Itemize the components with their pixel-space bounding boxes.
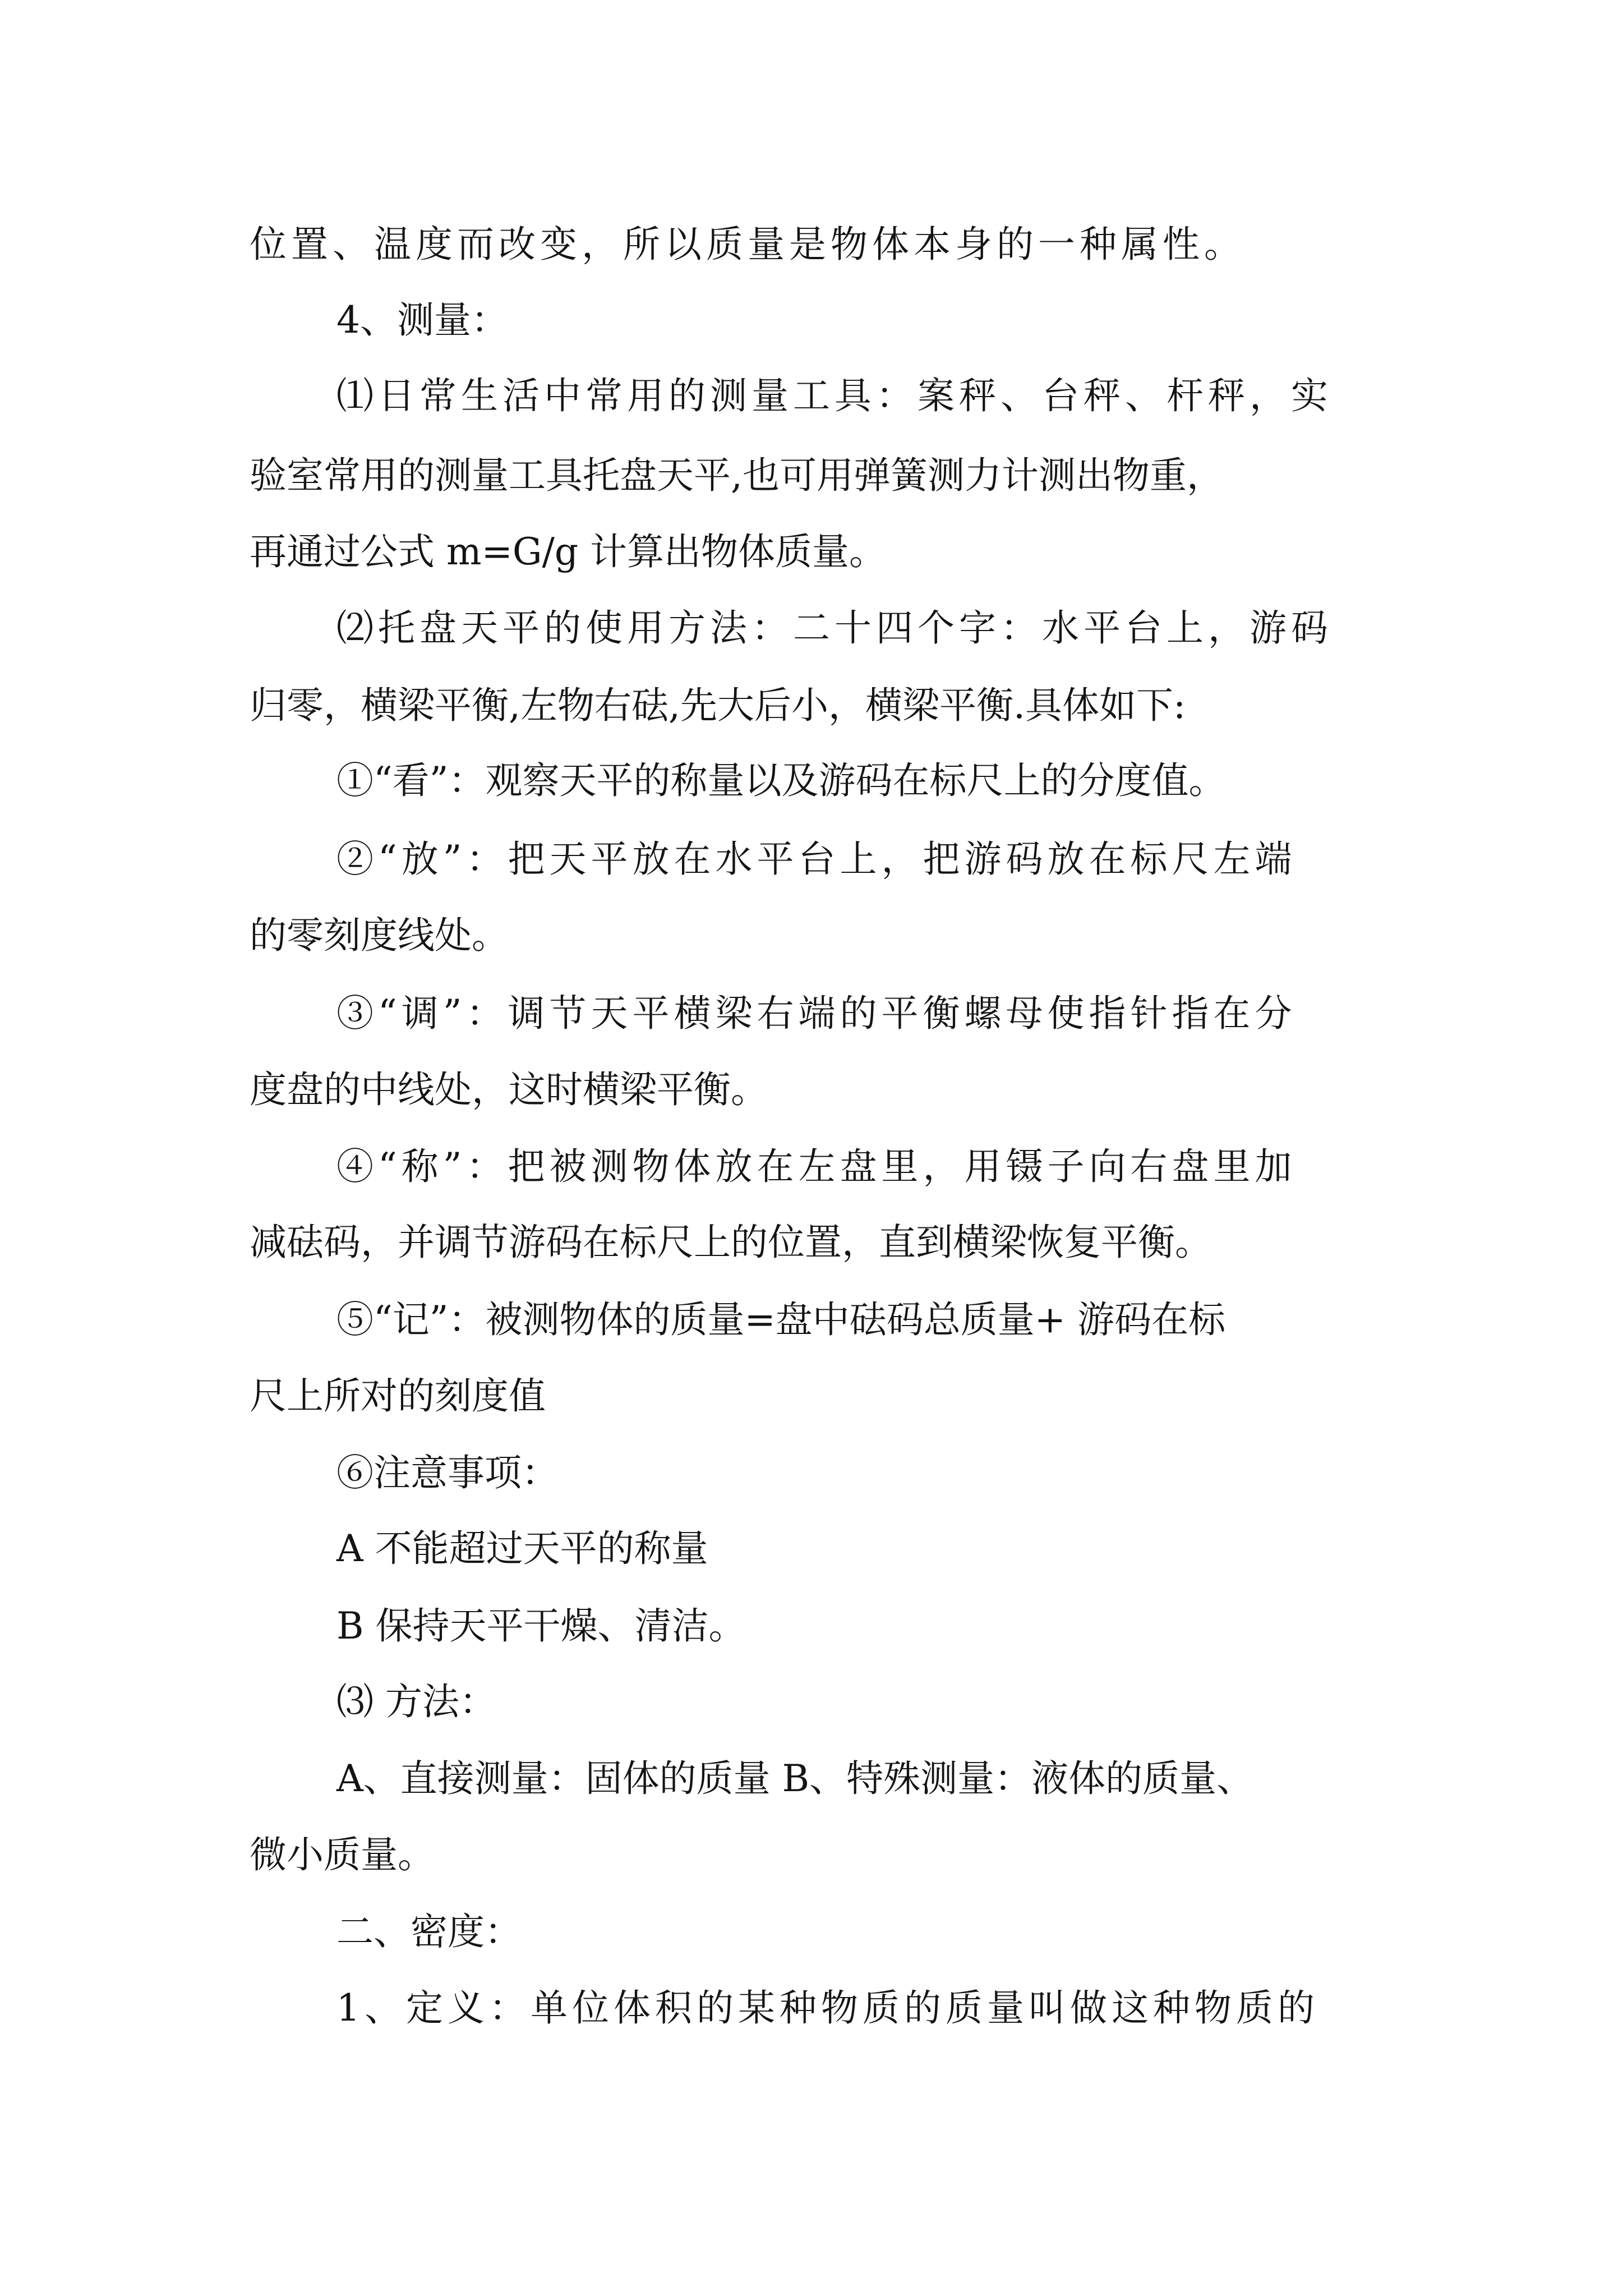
text-line: B 保持天平干燥、清洁。 [336,1604,746,1648]
text-line: 1、定义：单位体积的某种物质的质量叫做这种物质的 [336,1986,1319,2030]
text-line: 位置、温度而改变，所以质量是物体本身的一种属性。 [250,223,1246,266]
text-line: 验室常用的测量工具托盘天平,也可用弹簧测力计测出物重， [250,454,1224,497]
text-line: ⑴日常生活中常用的测量工具：案秤、台秤、杆秤，实 [336,374,1332,417]
text-line: A、直接测量：固体的质量 B、特殊测量：液体的质量、 [336,1757,1254,1800]
text-line: 度盘的中线处，这时横梁平衡。 [250,1068,768,1111]
text-line: 归零，横梁平衡,左物右砝,先大后小，横梁平衡.具体如下: [250,684,1186,727]
text-line: 二、密度： [336,1910,522,1953]
text-line: A 不能超过天平的称量 [336,1527,708,1570]
text-line: ④“称”：把被测物体放在左盘里，用镊子向右盘里加 [336,1145,1297,1188]
text-line: 减砝码，并调节游码在标尺上的位置，直到横梁恢复平衡。 [250,1221,1212,1264]
text-line: ⑶ 方法： [336,1680,496,1723]
text-line: ⑵托盘天平的使用方法：二十四个字：水平台上，游码 [336,606,1332,650]
text-line: ⑥注意事项： [336,1451,559,1494]
text-line: 4、测量： [336,298,508,342]
text-line: 的零刻度线处。 [250,914,509,957]
text-line: ②“放”：把天平放在水平台上，把游码放在标尺左端 [336,838,1297,881]
text-line: 尺上所对的刻度值 [250,1374,546,1418]
text-line: ①“看”：观察天平的称量以及游码在标尺上的分度值。 [336,759,1226,802]
text-line: ⑤“记”：被测物体的质量=盘中砝码总质量+ 游码在标 [336,1298,1226,1341]
text-line: 微小质量。 [250,1833,435,1876]
text-line: ③“调”：调节天平横梁右端的平衡螺母使指针指在分 [336,992,1297,1035]
text-line: 再通过公式 m=G/g 计算出物体质量。 [250,530,887,573]
